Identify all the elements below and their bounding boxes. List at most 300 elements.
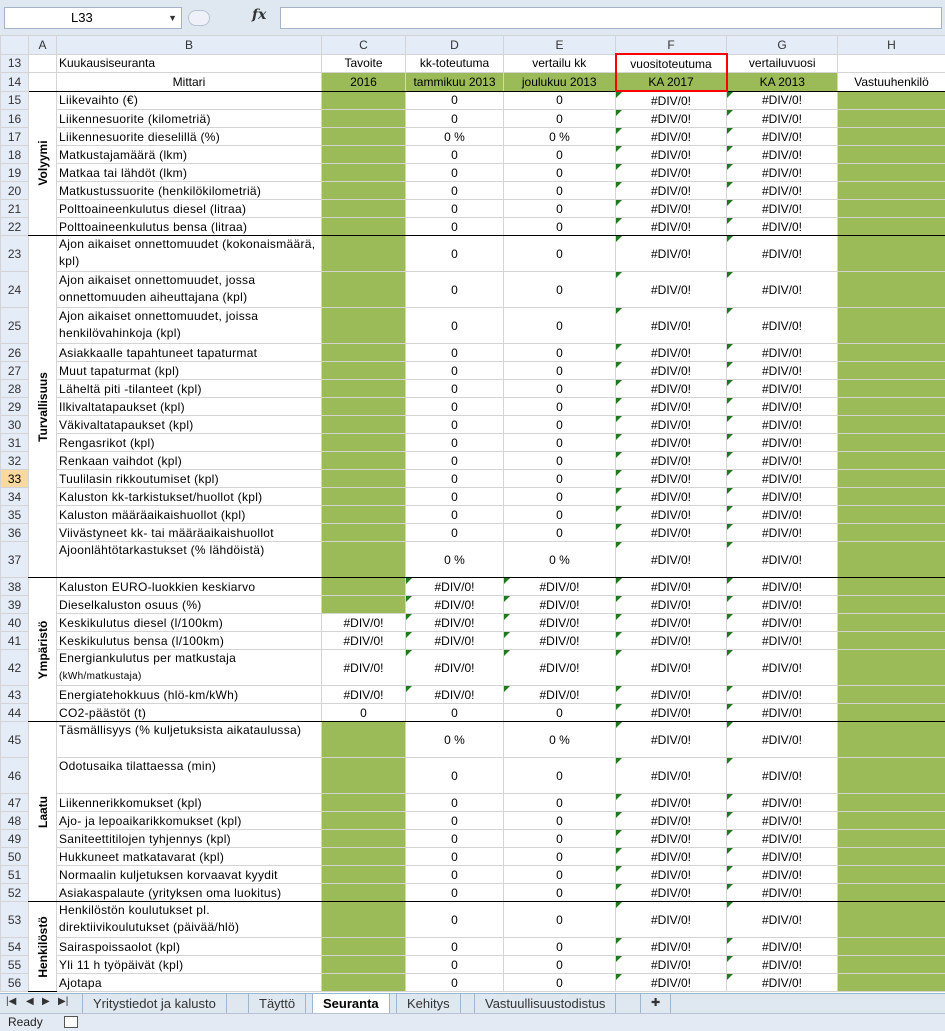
cell-h55[interactable] [838,956,945,974]
metric-label[interactable] [57,524,322,542]
header-ka-2013[interactable]: KA 2013 [727,73,838,92]
next-sheet-icon[interactable]: ▶ [42,996,50,1007]
cell-d34[interactable]: 0 [406,488,504,506]
row-header[interactable]: 30 [1,416,29,434]
column-header-b[interactable]: B [57,36,322,55]
cell-c16[interactable] [322,110,406,128]
cell-c38[interactable] [322,578,406,596]
cell-g22[interactable]: #DIV/0! [727,218,838,236]
cell-g43[interactable]: #DIV/0! [727,686,838,704]
cell-h28[interactable] [838,380,945,398]
cell-d49[interactable]: 0 [406,830,504,848]
column-header-h[interactable]: H [838,36,945,55]
cell-g34[interactable]: #DIV/0! [727,488,838,506]
cell-e39[interactable]: #DIV/0! [504,596,616,614]
cell-c53[interactable] [322,902,406,938]
metric-label[interactable] [57,164,322,182]
column-header-e[interactable]: E [504,36,616,55]
row-header[interactable]: 47 [1,794,29,812]
cell-f23[interactable]: #DIV/0! [616,236,727,272]
row-header[interactable]: 49 [1,830,29,848]
select-all-corner[interactable] [1,36,29,55]
cell-g42[interactable]: #DIV/0! [727,650,838,686]
cell-e54[interactable]: 0 [504,938,616,956]
cell-g36[interactable]: #DIV/0! [727,524,838,542]
cell-d21[interactable]: 0 [406,200,504,218]
insert-function-icon[interactable]: fx [252,7,266,23]
header-joulukuu-2013[interactable]: joulukuu 2013 [504,73,616,92]
row-header[interactable]: 37 [1,542,29,578]
row-header[interactable]: 20 [1,182,29,200]
metric-label[interactable] [57,236,322,272]
tab-kehitys[interactable]: Kehitys [396,994,461,1013]
row-header[interactable]: 32 [1,452,29,470]
cell-g53[interactable]: #DIV/0! [727,902,838,938]
cell-h35[interactable] [838,506,945,524]
cell-g38[interactable]: #DIV/0! [727,578,838,596]
tab-seuranta[interactable]: Seuranta [312,994,390,1015]
cell-f26[interactable]: #DIV/0! [616,344,727,362]
cell-h31[interactable] [838,434,945,452]
cell-f45[interactable]: #DIV/0! [616,722,727,758]
metric-label[interactable] [57,416,322,434]
metric-label[interactable] [57,488,322,506]
cell-g28[interactable]: #DIV/0! [727,380,838,398]
cell-f28[interactable]: #DIV/0! [616,380,727,398]
cell-g21[interactable]: #DIV/0! [727,200,838,218]
cell-h24[interactable] [838,272,945,308]
cell-e56[interactable]: 0 [504,974,616,992]
chevron-down-icon[interactable]: ▼ [168,8,177,28]
metric-label[interactable] [57,686,322,704]
tab-vastuullisuustodistus[interactable]: Vastuullisuustodistus [474,994,616,1013]
cell-f36[interactable]: #DIV/0! [616,524,727,542]
cell-h51[interactable] [838,866,945,884]
first-sheet-icon[interactable]: |◀ [6,996,16,1007]
cell-c39[interactable] [322,596,406,614]
row-header[interactable]: 13 [1,54,29,73]
cell-g50[interactable]: #DIV/0! [727,848,838,866]
cell-g39[interactable]: #DIV/0! [727,596,838,614]
cell-c15[interactable] [322,91,406,110]
cell-h47[interactable] [838,794,945,812]
metric-label[interactable] [57,146,322,164]
cell-g23[interactable]: #DIV/0! [727,236,838,272]
metric-label[interactable] [57,722,322,758]
cell-d32[interactable]: 0 [406,452,504,470]
cell-g24[interactable]: #DIV/0! [727,272,838,308]
cell-c25[interactable] [322,308,406,344]
cell-h41[interactable] [838,632,945,650]
header-vertailuvuosi[interactable]: vertailuvuosi [727,54,838,73]
metric-label[interactable] [57,362,322,380]
row-header[interactable]: 41 [1,632,29,650]
header-vuositoteutuma[interactable]: vuositoteutuma [616,54,727,73]
cell-h44[interactable] [838,704,945,722]
cell-f38[interactable]: #DIV/0! [616,578,727,596]
cell-g31[interactable]: #DIV/0! [727,434,838,452]
cell-c26[interactable] [322,344,406,362]
cell-f48[interactable]: #DIV/0! [616,812,727,830]
metric-label[interactable] [57,200,322,218]
cell-g30[interactable]: #DIV/0! [727,416,838,434]
cell-g32[interactable]: #DIV/0! [727,452,838,470]
cell-e37[interactable]: 0 % [504,542,616,578]
cell-g51[interactable]: #DIV/0! [727,866,838,884]
cell-d37[interactable]: 0 % [406,542,504,578]
row-header[interactable]: 33 [1,470,29,488]
cell-g29[interactable]: #DIV/0! [727,398,838,416]
cell-c20[interactable] [322,182,406,200]
cell-f29[interactable]: #DIV/0! [616,398,727,416]
cell-d22[interactable]: 0 [406,218,504,236]
cell-c44[interactable]: 0 [322,704,406,722]
cell-g17[interactable]: #DIV/0! [727,128,838,146]
cell-g37[interactable]: #DIV/0! [727,542,838,578]
row-header[interactable]: 45 [1,722,29,758]
cell-d42[interactable]: #DIV/0! [406,650,504,686]
cell-e42[interactable]: #DIV/0! [504,650,616,686]
cell-e25[interactable]: 0 [504,308,616,344]
cell-d15[interactable]: 0 [406,91,504,110]
cell-f41[interactable]: #DIV/0! [616,632,727,650]
header-mittari[interactable]: Mittari [57,73,322,92]
cell-f55[interactable]: #DIV/0! [616,956,727,974]
cell-e20[interactable]: 0 [504,182,616,200]
cell-h23[interactable] [838,236,945,272]
cell-f22[interactable]: #DIV/0! [616,218,727,236]
row-header[interactable]: 43 [1,686,29,704]
row-header[interactable]: 31 [1,434,29,452]
row-header[interactable]: 15 [1,91,29,110]
metric-label[interactable] [57,794,322,812]
cell-h34[interactable] [838,488,945,506]
cell-f43[interactable]: #DIV/0! [616,686,727,704]
row-header[interactable]: 29 [1,398,29,416]
cell-f39[interactable]: #DIV/0! [616,596,727,614]
cell-f49[interactable]: #DIV/0! [616,830,727,848]
cell-c35[interactable] [322,506,406,524]
cell-h18[interactable] [838,146,945,164]
cell-e36[interactable]: 0 [504,524,616,542]
cell-g19[interactable]: #DIV/0! [727,164,838,182]
cell-e27[interactable]: 0 [504,362,616,380]
cell-c50[interactable] [322,848,406,866]
cell-g52[interactable]: #DIV/0! [727,884,838,902]
cell-h33[interactable] [838,470,945,488]
cell-d35[interactable]: 0 [406,506,504,524]
header-kk-toteutuma[interactable]: kk-toteutuma [406,54,504,73]
metric-label[interactable] [57,506,322,524]
cell-f16[interactable]: #DIV/0! [616,110,727,128]
cell-c17[interactable] [322,128,406,146]
cell-e16[interactable]: 0 [504,110,616,128]
cell-c18[interactable] [322,146,406,164]
cell-c24[interactable] [322,272,406,308]
cell-c41[interactable]: #DIV/0! [322,632,406,650]
metric-label[interactable] [57,542,322,578]
cell-f24[interactable]: #DIV/0! [616,272,727,308]
cell-h16[interactable] [838,110,945,128]
cell-d43[interactable]: #DIV/0! [406,686,504,704]
cell-c56[interactable] [322,974,406,992]
cell-h22[interactable] [838,218,945,236]
cell-c40[interactable]: #DIV/0! [322,614,406,632]
header-tammikuu-2013[interactable]: tammikuu 2013 [406,73,504,92]
row-header[interactable]: 19 [1,164,29,182]
cell-h26[interactable] [838,344,945,362]
row-header[interactable]: 44 [1,704,29,722]
cell-h42[interactable] [838,650,945,686]
row-header[interactable]: 53 [1,902,29,938]
row-header[interactable]: 52 [1,884,29,902]
cell-g25[interactable]: #DIV/0! [727,308,838,344]
cell-d23[interactable]: 0 [406,236,504,272]
cell-d41[interactable]: #DIV/0! [406,632,504,650]
cell-d45[interactable]: 0 % [406,722,504,758]
cell-e24[interactable]: 0 [504,272,616,308]
cell-d52[interactable]: 0 [406,884,504,902]
cell-c22[interactable] [322,218,406,236]
cell-h40[interactable] [838,614,945,632]
cell-e44[interactable]: 0 [504,704,616,722]
cell-d53[interactable]: 0 [406,902,504,938]
cell-f47[interactable]: #DIV/0! [616,794,727,812]
row-header[interactable]: 40 [1,614,29,632]
cell-f32[interactable]: #DIV/0! [616,452,727,470]
header-kuukausiseuranta[interactable]: Kuukausiseuranta [57,54,322,73]
cell-e55[interactable]: 0 [504,956,616,974]
cell-h13[interactable] [838,54,945,73]
cell-f31[interactable]: #DIV/0! [616,434,727,452]
cell-e38[interactable]: #DIV/0! [504,578,616,596]
cell-f50[interactable]: #DIV/0! [616,848,727,866]
cell-d16[interactable]: 0 [406,110,504,128]
cell-h37[interactable] [838,542,945,578]
cell-g45[interactable]: #DIV/0! [727,722,838,758]
metric-label[interactable] [57,182,322,200]
cell-d36[interactable]: 0 [406,524,504,542]
row-header[interactable]: 23 [1,236,29,272]
cell-g27[interactable]: #DIV/0! [727,362,838,380]
cell-c37[interactable] [322,542,406,578]
metric-label[interactable] [57,380,322,398]
cell-f34[interactable]: #DIV/0! [616,488,727,506]
row-header[interactable]: 38 [1,578,29,596]
cell-e15[interactable]: 0 [504,91,616,110]
cell-g15[interactable]: #DIV/0! [727,91,838,110]
cell-e31[interactable]: 0 [504,434,616,452]
cell-d54[interactable]: 0 [406,938,504,956]
cell-c27[interactable] [322,362,406,380]
cell-e22[interactable]: 0 [504,218,616,236]
header-vertailu-kk[interactable]: vertailu kk [504,54,616,73]
row-header[interactable]: 17 [1,128,29,146]
cell-d25[interactable]: 0 [406,308,504,344]
cell-g54[interactable]: #DIV/0! [727,938,838,956]
cell-e46[interactable]: 0 [504,758,616,794]
cell-c47[interactable] [322,794,406,812]
metric-label[interactable] [57,866,322,884]
cell-e50[interactable]: 0 [504,848,616,866]
cell-g44[interactable]: #DIV/0! [727,704,838,722]
cell-d51[interactable]: 0 [406,866,504,884]
cell-f19[interactable]: #DIV/0! [616,164,727,182]
cell-f42[interactable]: #DIV/0! [616,650,727,686]
cell-d33[interactable]: 0 [406,470,504,488]
row-header[interactable]: 16 [1,110,29,128]
name-box[interactable] [4,7,182,29]
cell-e18[interactable]: 0 [504,146,616,164]
cell-f30[interactable]: #DIV/0! [616,416,727,434]
cell-d18[interactable]: 0 [406,146,504,164]
cell-g46[interactable]: #DIV/0! [727,758,838,794]
cell-f15[interactable]: #DIV/0! [616,91,727,110]
metric-label[interactable] [57,902,322,938]
cell-h20[interactable] [838,182,945,200]
metric-label[interactable] [57,830,322,848]
cell-c30[interactable] [322,416,406,434]
cell-e29[interactable]: 0 [504,398,616,416]
cell-c42[interactable]: #DIV/0! [322,650,406,686]
metric-label[interactable] [57,398,322,416]
cell-g33[interactable]: #DIV/0! [727,470,838,488]
cell-c29[interactable] [322,398,406,416]
metric-label[interactable] [57,452,322,470]
cell-e34[interactable]: 0 [504,488,616,506]
cell-c23[interactable] [322,236,406,272]
row-header[interactable]: 35 [1,506,29,524]
cell-d47[interactable]: 0 [406,794,504,812]
cell-e49[interactable]: 0 [504,830,616,848]
row-header[interactable]: 56 [1,974,29,992]
cell-c51[interactable] [322,866,406,884]
metric-label[interactable] [57,272,322,308]
metric-label[interactable] [57,344,322,362]
cell-f35[interactable]: #DIV/0! [616,506,727,524]
cell-h15[interactable] [838,91,945,110]
cell-h50[interactable] [838,848,945,866]
cell-h25[interactable] [838,308,945,344]
row-header[interactable]: 27 [1,362,29,380]
cell-g35[interactable]: #DIV/0! [727,506,838,524]
cell-d50[interactable]: 0 [406,848,504,866]
cell-d27[interactable]: 0 [406,362,504,380]
tab-taytto[interactable]: Täyttö [248,994,306,1013]
metric-label[interactable] [57,596,322,614]
cell-h53[interactable] [838,902,945,938]
header-vastuuhenkilo[interactable]: Vastuuhenkilö [838,73,945,92]
cell-d56[interactable]: 0 [406,974,504,992]
formula-bar-grip[interactable] [188,10,210,26]
cell-g16[interactable]: #DIV/0! [727,110,838,128]
row-header[interactable]: 26 [1,344,29,362]
metric-label[interactable] [57,704,322,722]
cell-h30[interactable] [838,416,945,434]
cell-d39[interactable]: #DIV/0! [406,596,504,614]
cell-c36[interactable] [322,524,406,542]
metric-label[interactable] [57,128,322,146]
cell-e48[interactable]: 0 [504,812,616,830]
row-header[interactable]: 18 [1,146,29,164]
cell-e30[interactable]: 0 [504,416,616,434]
row-header[interactable]: 46 [1,758,29,794]
cell-d46[interactable]: 0 [406,758,504,794]
row-header[interactable]: 48 [1,812,29,830]
cell-h29[interactable] [838,398,945,416]
cell-f20[interactable]: #DIV/0! [616,182,727,200]
cell-h54[interactable] [838,938,945,956]
row-header[interactable]: 34 [1,488,29,506]
header-ka-2017[interactable]: KA 2017 [616,73,727,92]
cell-e45[interactable]: 0 % [504,722,616,758]
cell-c43[interactable]: #DIV/0! [322,686,406,704]
cell-f37[interactable]: #DIV/0! [616,542,727,578]
cell-e23[interactable]: 0 [504,236,616,272]
metric-label[interactable] [57,91,322,110]
column-header-f[interactable]: F [616,36,727,55]
cell-e41[interactable]: #DIV/0! [504,632,616,650]
insert-sheet-icon[interactable]: ✚ [640,994,671,1013]
metric-label[interactable] [57,974,322,992]
metric-label[interactable] [57,848,322,866]
metric-label[interactable] [57,938,322,956]
formula-input[interactable] [280,7,942,29]
cell-a14[interactable] [29,73,57,92]
metric-label[interactable] [57,614,322,632]
metric-label[interactable] [57,758,322,794]
cell-h17[interactable] [838,128,945,146]
cell-h45[interactable] [838,722,945,758]
cell-e51[interactable]: 0 [504,866,616,884]
column-header-g[interactable]: G [727,36,838,55]
row-header[interactable]: 51 [1,866,29,884]
cell-e21[interactable]: 0 [504,200,616,218]
cell-e17[interactable]: 0 % [504,128,616,146]
metric-label[interactable] [57,470,322,488]
metric-label[interactable] [57,632,322,650]
cell-c21[interactable] [322,200,406,218]
metric-label[interactable] [57,884,322,902]
metric-label[interactable] [57,650,322,686]
cell-d19[interactable]: 0 [406,164,504,182]
cell-d30[interactable]: 0 [406,416,504,434]
cell-g56[interactable]: #DIV/0! [727,974,838,992]
cell-e47[interactable]: 0 [504,794,616,812]
cell-c55[interactable] [322,956,406,974]
cell-c49[interactable] [322,830,406,848]
cell-e43[interactable]: #DIV/0! [504,686,616,704]
cell-e33[interactable]: 0 [504,470,616,488]
cell-h49[interactable] [838,830,945,848]
cell-e52[interactable]: 0 [504,884,616,902]
cell-e40[interactable]: #DIV/0! [504,614,616,632]
cell-h56[interactable] [838,974,945,992]
cell-f56[interactable]: #DIV/0! [616,974,727,992]
cell-d17[interactable]: 0 % [406,128,504,146]
row-header[interactable]: 55 [1,956,29,974]
cell-g48[interactable]: #DIV/0! [727,812,838,830]
cell-c32[interactable] [322,452,406,470]
metric-label[interactable] [57,308,322,344]
cell-c19[interactable] [322,164,406,182]
cell-c45[interactable] [322,722,406,758]
cell-h48[interactable] [838,812,945,830]
cell-c52[interactable] [322,884,406,902]
cell-d29[interactable]: 0 [406,398,504,416]
row-header[interactable]: 42 [1,650,29,686]
cell-h27[interactable] [838,362,945,380]
